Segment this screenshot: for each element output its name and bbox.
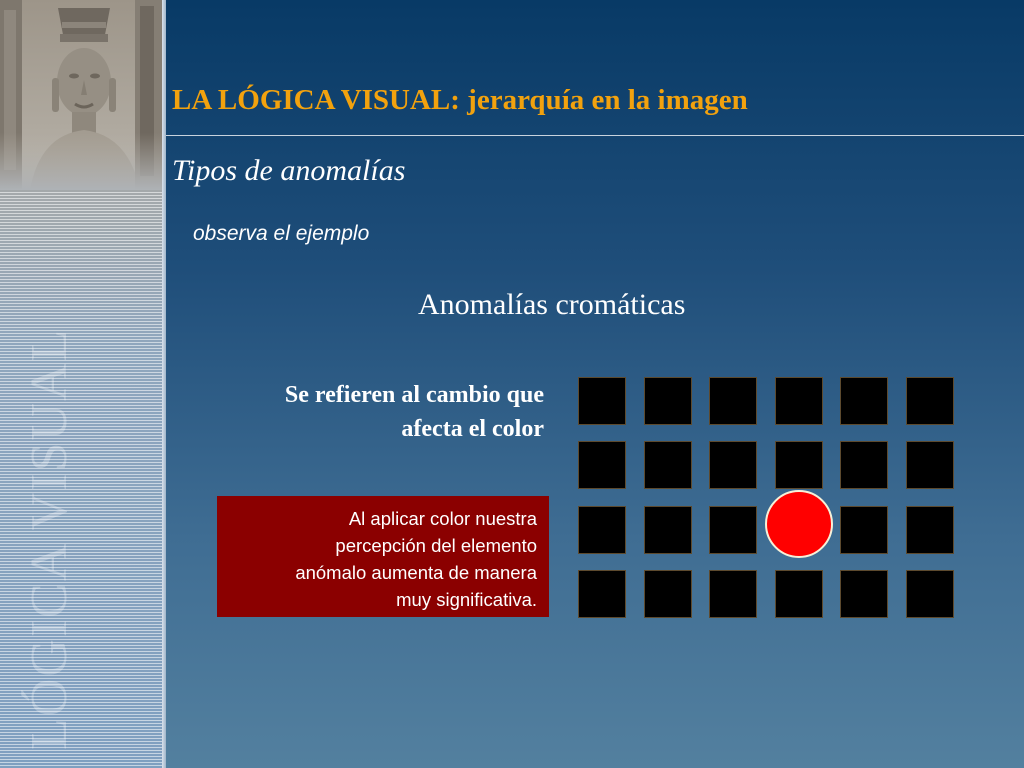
grid-square (775, 377, 823, 425)
anomaly-red-circle (765, 490, 833, 558)
grid-square (775, 441, 823, 489)
sculpture-photo (0, 0, 163, 190)
grid-square (906, 377, 954, 425)
grid-square (644, 377, 692, 425)
callout-box (217, 496, 549, 617)
grid-square (775, 570, 823, 618)
title-divider (166, 135, 1024, 136)
grid-square (709, 570, 757, 618)
section-heading: Anomalías cromáticas (418, 288, 686, 321)
description-line: Se refieren al cambio que (284, 382, 544, 408)
example-note: observa el ejemplo (193, 222, 370, 245)
grid-square (840, 441, 888, 489)
callout-line: muy significativa. (396, 589, 537, 610)
grid-square (644, 506, 692, 554)
grid-square (644, 441, 692, 489)
callout-line: Al aplicar color nuestra (348, 508, 537, 529)
grid-square (578, 441, 626, 489)
grid-square (840, 570, 888, 618)
slide-subtitle: Tipos de anomalías (172, 154, 406, 187)
side-watermark-text: LÓGICA VISUAL (21, 327, 78, 750)
anomaly-grid (578, 377, 958, 619)
callout-line: percepción del elemento (335, 535, 537, 556)
grid-square (644, 570, 692, 618)
grid-square (578, 506, 626, 554)
callout-line: anómalo aumenta de manera (295, 562, 537, 583)
side-border (162, 0, 166, 768)
description-text (220, 378, 544, 446)
slide-title: LA LÓGICA VISUAL: jerarquía en la imagen (172, 84, 748, 116)
grid-square (578, 377, 626, 425)
grid-square (906, 570, 954, 618)
grid-square (840, 506, 888, 554)
grid-square (709, 377, 757, 425)
description-line: afecta el color (401, 416, 544, 442)
grid-square (709, 441, 757, 489)
side-decorative-strip (0, 0, 163, 768)
grid-square (578, 570, 626, 618)
grid-square (906, 506, 954, 554)
grid-square (709, 506, 757, 554)
grid-square (840, 377, 888, 425)
grid-square (906, 441, 954, 489)
